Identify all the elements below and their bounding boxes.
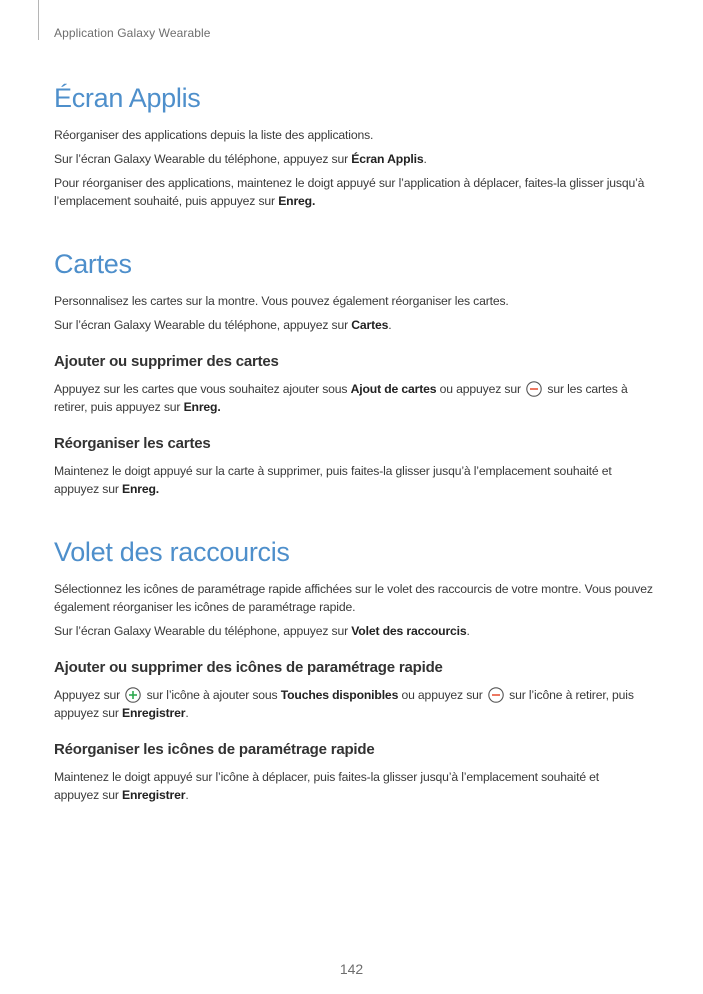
button-reference: Enregistrer	[121, 706, 186, 720]
paragraph: Sur l’écran Galaxy Wearable du téléphone, appuyez sur Volet des raccourcis.	[54, 624, 470, 638]
plus-circle-icon	[125, 687, 141, 703]
paragraph: Sur l’écran Galaxy Wearable du téléphone, appuyez sur Cartes.	[54, 318, 392, 332]
subsection-title: Réorganiser les icônes de paramétrage rapide	[54, 741, 375, 758]
menu-reference: Ajout de cartes	[350, 382, 437, 396]
paragraph: Réorganiser des applications depuis la liste des applications.	[54, 128, 374, 142]
minus-circle-icon	[488, 687, 504, 703]
paragraph: Maintenez le doigt appuyé sur la carte à supprimer, puis faites-la glisser jusqu’à l’emplacement souhaité et appuyez sur Enreg.	[54, 464, 612, 496]
section-title-ecran-applis: Écran Applis	[54, 83, 201, 113]
margin-rule	[38, 0, 39, 40]
running-header: Application Galaxy Wearable	[54, 26, 211, 40]
button-reference: Enreg.	[183, 400, 221, 414]
button-reference: Enregistrer	[121, 788, 186, 802]
button-reference: Enreg.	[278, 194, 316, 208]
subsection-title: Ajouter ou supprimer des icônes de paramétrage rapide	[54, 659, 443, 676]
subsection-title: Réorganiser les cartes	[54, 435, 211, 452]
menu-reference: Volet des raccourcis	[351, 624, 467, 638]
menu-reference: Écran Applis	[351, 152, 424, 166]
paragraph: Sur l’écran Galaxy Wearable du téléphone, appuyez sur Écran Applis.	[54, 152, 427, 166]
paragraph: Maintenez le doigt appuyé sur l’icône à déplacer, puis faites-la glisser jusqu’à l’emplacement souhaité et appuyez sur Enregistrer.	[54, 770, 600, 802]
paragraph: Personnalisez les cartes sur la montre. Vous pouvez également réorganiser les cartes.	[54, 294, 509, 308]
section-title-cartes: Cartes	[54, 249, 132, 279]
minus-circle-icon	[526, 381, 542, 397]
page-number: 142	[339, 961, 364, 977]
paragraph: Appuyez sur les cartes que vous souhaitez ajouter sous Ajout de cartes ou appuyez sur sur les cartes à retirer, puis appuyez sur Enreg.	[54, 382, 628, 414]
menu-reference: Touches disponibles	[280, 688, 399, 702]
button-reference: Enreg.	[121, 482, 160, 496]
menu-reference: Cartes	[351, 318, 389, 332]
page-content	[54, 80, 654, 810]
paragraph: Sélectionnez les icônes de paramétrage rapide affichées sur le volet des raccourcis de votre montre. Vous pouvez également réorganiser les icônes de paramétrage rapide.	[54, 582, 653, 614]
section-title-volet-raccourcis: Volet des raccourcis	[54, 537, 290, 567]
subsection-title: Ajouter ou supprimer des cartes	[54, 353, 279, 370]
paragraph: Pour réorganiser des applications, maintenez le doigt appuyé sur l’application à déplacer, faites-la glisser jusqu’à l’emplacement souhaité, puis appuyez sur Enreg.	[54, 176, 645, 208]
paragraph: Appuyez sur sur l’icône à ajouter sous Touches disponibles ou appuyez sur sur l’icône à retirer, puis appuyez sur Enregistrer.	[54, 688, 634, 720]
